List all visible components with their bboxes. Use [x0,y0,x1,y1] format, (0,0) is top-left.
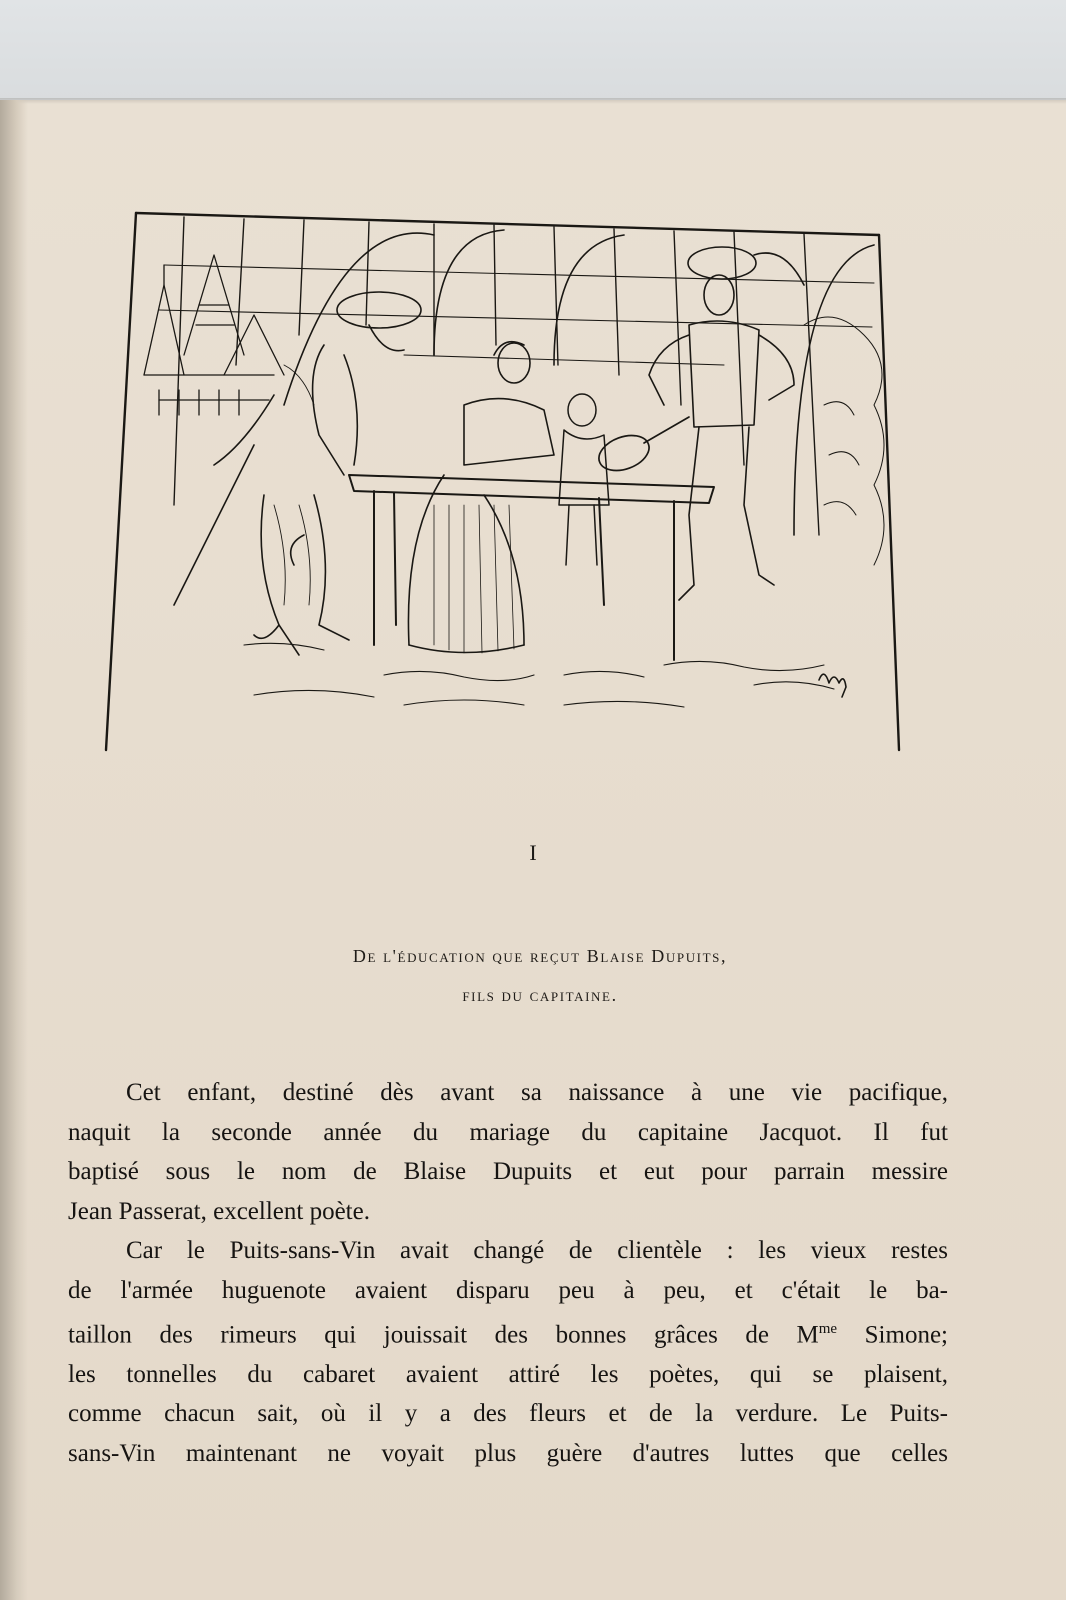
text-segment: Simone; [837,1321,948,1349]
engraving-illustration [104,205,904,755]
body-text [68,1073,948,1473]
text-segment: taillon des rimeurs qui jouissait des bonnes grâces de M [68,1321,819,1349]
text-line: sans-Vin maintenant ne voyait plus guère d'autres luttes que celles [68,1439,948,1467]
chapter-title-line-1: De l'éducation que reçut Blaise Dupuits, [352,946,728,966]
text-line: Jean Passerat, excellent poète. [68,1197,370,1225]
superscript-title: me [818,1321,838,1337]
text-line: de l'armée huguenote avaient disparu peu à peu, et c'était le ba- [68,1276,948,1304]
chapter-number: I [529,840,537,865]
page-top-edge [0,98,1066,104]
text-line-with-title [68,1310,948,1355]
text-line: les tonnelles du cabaret avaient attiré les poètes, qui se plaisent, [68,1360,948,1388]
text-line: Cet enfant, destiné dès avant sa naissance à une vie pacifique, [126,1079,948,1106]
chapter-title-line-2: fils du capitaine. [462,985,618,1005]
text-line: Car le Puits-sans-Vin avait changé de clientèle : les vieux restes [126,1237,948,1264]
text-line: naquit la seconde année du mariage du capitaine Jacquot. Il fut [68,1118,948,1146]
text-line: baptisé sous le nom de Blaise Dupuits et eut pour parrain messire [68,1158,948,1185]
text-line: comme chacun sait, où il y a des fleurs et de la verdure. Le Puits- [68,1400,948,1428]
